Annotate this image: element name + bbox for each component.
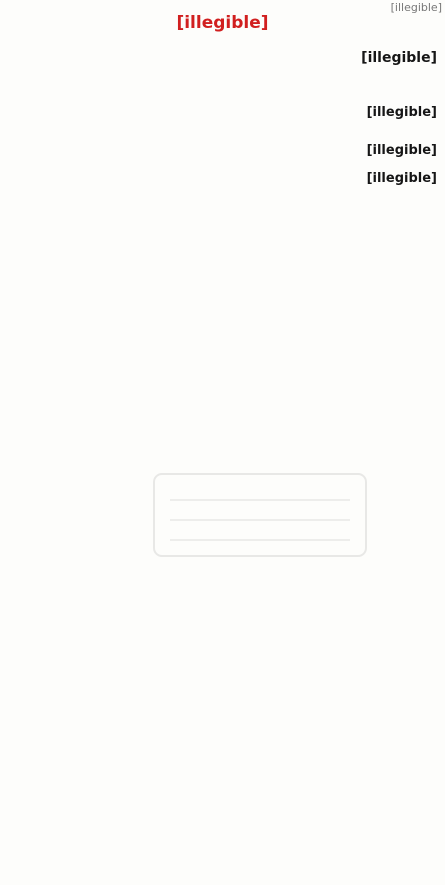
notice-title: [illegible] [176,13,269,33]
auction-notice [8,8,437,877]
notice-intro: [illegible] [361,50,437,66]
corner-mark: [illegible] [390,1,442,14]
signature-line-name: [illegible] [366,171,437,186]
notice-body: [illegible] [366,105,437,120]
signature-line-office: [illegible] [366,143,437,158]
notice-signature [8,137,437,193]
